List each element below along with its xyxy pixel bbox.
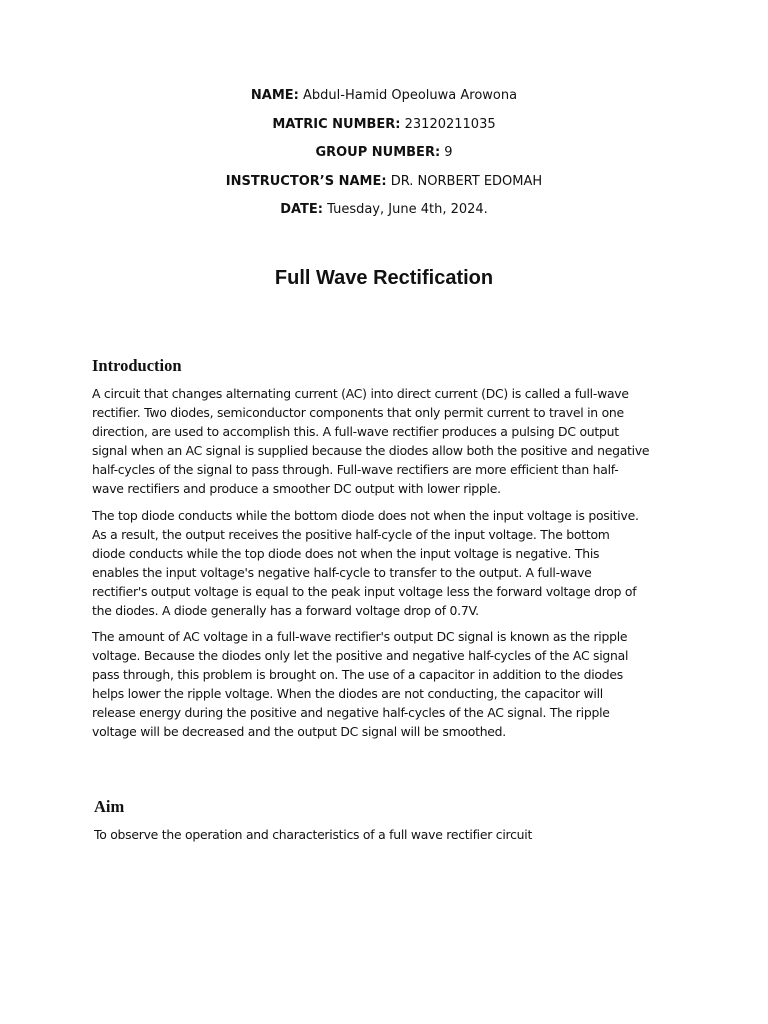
paragraph-line: enables the input voltage's negative half-cycle to transfer to the output. A full-wave (92, 565, 592, 580)
introduction-heading: Introduction (92, 356, 182, 375)
paragraph-line: half-cycles of the signal to pass through. Full-wave rectifiers are more efficient than half- (92, 462, 619, 477)
document-title: Full Wave Rectification (274, 267, 494, 289)
introduction-paragraph-2 (92, 506, 680, 620)
paragraph-line: voltage. Because the diodes only let the positive and negative half-cycles of the AC signal (92, 648, 629, 663)
paragraph-line: diode conducts while the top diode does not when the input voltage is negative. This (92, 546, 600, 561)
paragraph-line: rectifier's output voltage is equal to the peak input voltage less the forward voltage drop of (92, 584, 637, 599)
paragraph-line: rectifier. Two diodes, semiconductor components that only permit current to travel in one (92, 405, 624, 420)
date-value: Tuesday, June 4th, 2024. (322, 202, 488, 217)
introduction-paragraph-3 (92, 627, 680, 741)
paragraph-line: The top diode conducts while the bottom diode does not when the input voltage is positive. (92, 508, 639, 523)
group-label: GROUP NUMBER: (315, 145, 441, 160)
group-number-line (0, 144, 768, 162)
name-label: NAME: (250, 88, 299, 103)
date-line (0, 201, 768, 219)
student-name-line (0, 87, 768, 105)
paragraph-line: the diodes. A diode generally has a forward voltage drop of 0.7V. (92, 603, 479, 618)
matric-label: MATRIC NUMBER: (272, 116, 401, 132)
student-info-block (0, 87, 768, 230)
introduction-paragraph-1 (92, 384, 680, 498)
aim-text: To observe the operation and characteristics of a full wave rectifier circuit (94, 827, 533, 842)
aim-heading: Aim (94, 797, 125, 816)
matric-value: 23120211035 (400, 116, 496, 132)
name-value: Abdul-Hamid Opeoluwa Arowona (298, 88, 518, 103)
paragraph-line: helps lower the ripple voltage. When the diodes are not conducting, the capacitor will (92, 686, 603, 701)
paragraph-line: release energy during the positive and negative half-cycles of the AC signal. The ripple (92, 705, 610, 720)
instructor-value: DR. NORBERT EDOMAH (386, 173, 543, 189)
paragraph-line: direction, are used to accomplish this. A full-wave rectifier produces a pulsing DC output (92, 424, 619, 439)
group-value: 9 (440, 145, 453, 160)
instructor-label: INSTRUCTOR’S NAME: (225, 173, 387, 189)
paragraph-line: pass through, this problem is brought on. The use of a capacitor in addition to the diodes (92, 667, 623, 682)
paragraph-line: As a result, the output receives the positive half-cycle of the input voltage. The bottom (92, 527, 610, 542)
date-label: DATE: (280, 202, 323, 217)
instructor-name-line (0, 173, 768, 191)
matric-number-line (0, 116, 768, 134)
paragraph-line: wave rectifiers and produce a smoother DC output with lower ripple. (92, 481, 501, 496)
paragraph-line: signal when an AC signal is supplied because the diodes allow both the positive and negative (92, 443, 650, 458)
paragraph-line: The amount of AC voltage in a full-wave rectifier's output DC signal is known as the ripple (92, 629, 628, 644)
paragraph-line: A circuit that changes alternating current (AC) into direct current (DC) is called a full-wave (92, 386, 629, 401)
paragraph-line: voltage will be decreased and the output DC signal will be smoothed. (92, 724, 506, 739)
